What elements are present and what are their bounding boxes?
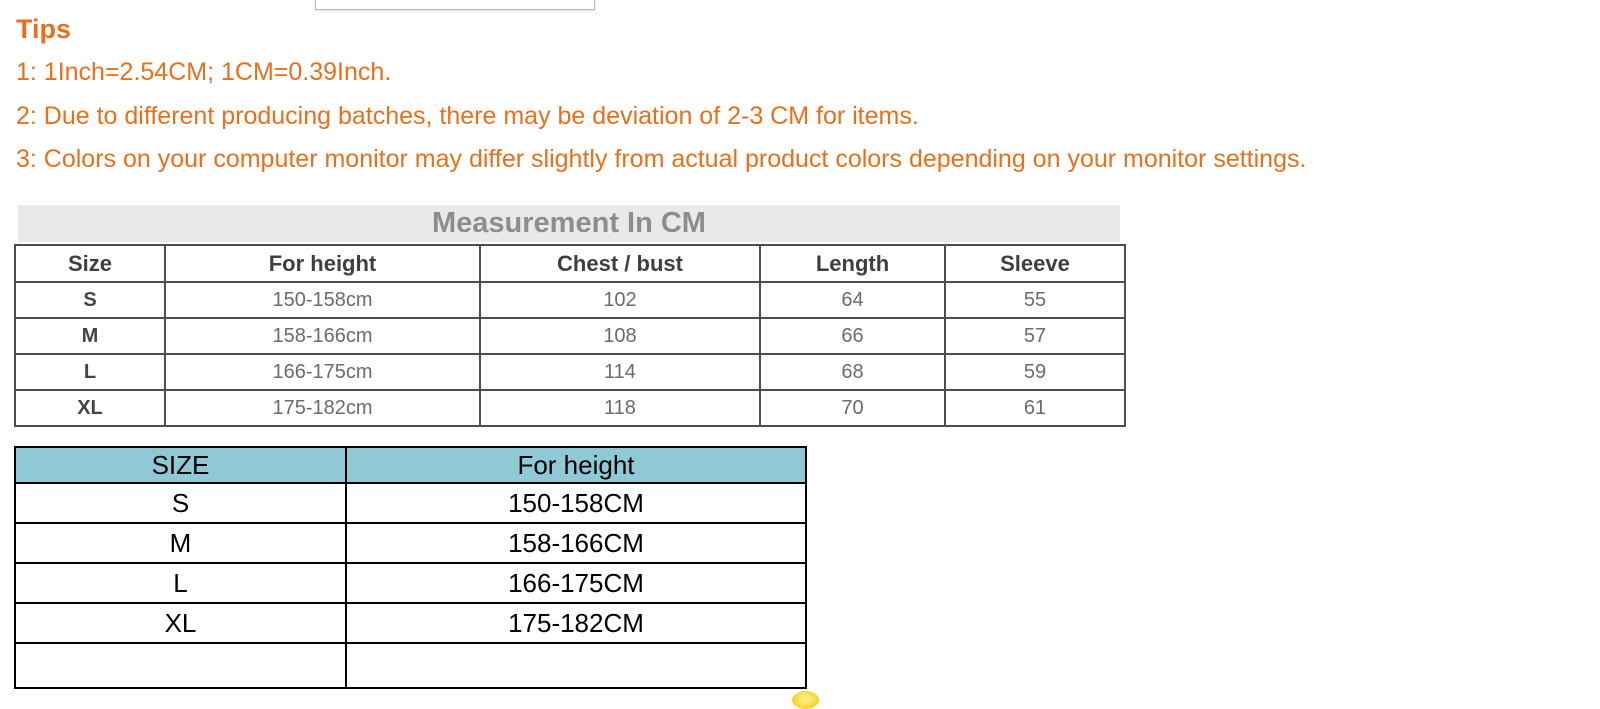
measurement-table-section — [14, 205, 1124, 427]
top-partial-box — [315, 0, 595, 10]
cell-for-height: 166-175CM — [346, 563, 806, 603]
table-row — [15, 390, 1125, 426]
cell-for-height: 166-175cm — [165, 354, 480, 390]
table-row — [15, 603, 806, 643]
cell-length: 68 — [760, 354, 945, 390]
table-row-empty — [15, 643, 806, 688]
cell-sleeve: 55 — [945, 282, 1125, 318]
cell-for-height: 158-166CM — [346, 523, 806, 563]
table-row — [15, 282, 1125, 318]
measurement-table — [14, 244, 1126, 427]
height-table — [14, 446, 807, 689]
cell-chest: 114 — [480, 354, 760, 390]
cell-size — [15, 643, 346, 688]
tips-heading: Tips — [16, 14, 72, 44]
cell-for-height: 150-158cm — [165, 282, 480, 318]
table-row — [15, 318, 1125, 354]
yellow-marker-icon — [792, 691, 819, 709]
cell-for-height: 158-166cm — [165, 318, 480, 354]
column-header-size: Size — [15, 245, 165, 282]
cell-size: XL — [15, 603, 346, 643]
cell-for-height: 175-182cm — [165, 390, 480, 426]
cell-size: S — [15, 483, 346, 523]
column-header-size: SIZE — [15, 447, 346, 483]
cell-sleeve: 59 — [945, 354, 1125, 390]
table-row — [15, 563, 806, 603]
cell-for-height: 175-182CM — [346, 603, 806, 643]
cell-size: M — [15, 318, 165, 354]
table-row — [15, 354, 1125, 390]
cell-size: M — [15, 523, 346, 563]
measurement-header-row — [15, 245, 1125, 282]
table-row — [15, 523, 806, 563]
tip-line-3: 3: Colors on your computer monitor may differ slightly from actual product colors depending on your monitor settings. — [16, 145, 1307, 173]
table-row — [15, 483, 806, 523]
cell-for-height — [346, 643, 806, 688]
cell-size: S — [15, 282, 165, 318]
tip-line-1: 1: 1Inch=2.54CM; 1CM=0.39Inch. — [16, 58, 392, 86]
cell-size: XL — [15, 390, 165, 426]
cell-chest: 108 — [480, 318, 760, 354]
cell-chest: 118 — [480, 390, 760, 426]
cell-chest: 102 — [480, 282, 760, 318]
column-header-sleeve: Sleeve — [945, 245, 1125, 282]
cell-length: 66 — [760, 318, 945, 354]
column-header-chest-bust: Chest / bust — [480, 245, 760, 282]
cell-for-height: 150-158CM — [346, 483, 806, 523]
cell-length: 64 — [760, 282, 945, 318]
cell-size: L — [15, 354, 165, 390]
tip-line-2: 2: Due to different producing batches, there may be deviation of 2-3 CM for items. — [16, 102, 919, 130]
height-table-header-row — [15, 447, 806, 483]
measurement-table-caption: Measurement In CM — [18, 205, 1120, 242]
cell-sleeve: 57 — [945, 318, 1125, 354]
column-header-for-height: For height — [346, 447, 806, 483]
cell-length: 70 — [760, 390, 945, 426]
column-header-length: Length — [760, 245, 945, 282]
cell-sleeve: 61 — [945, 390, 1125, 426]
cell-size: L — [15, 563, 346, 603]
column-header-for-height: For height — [165, 245, 480, 282]
